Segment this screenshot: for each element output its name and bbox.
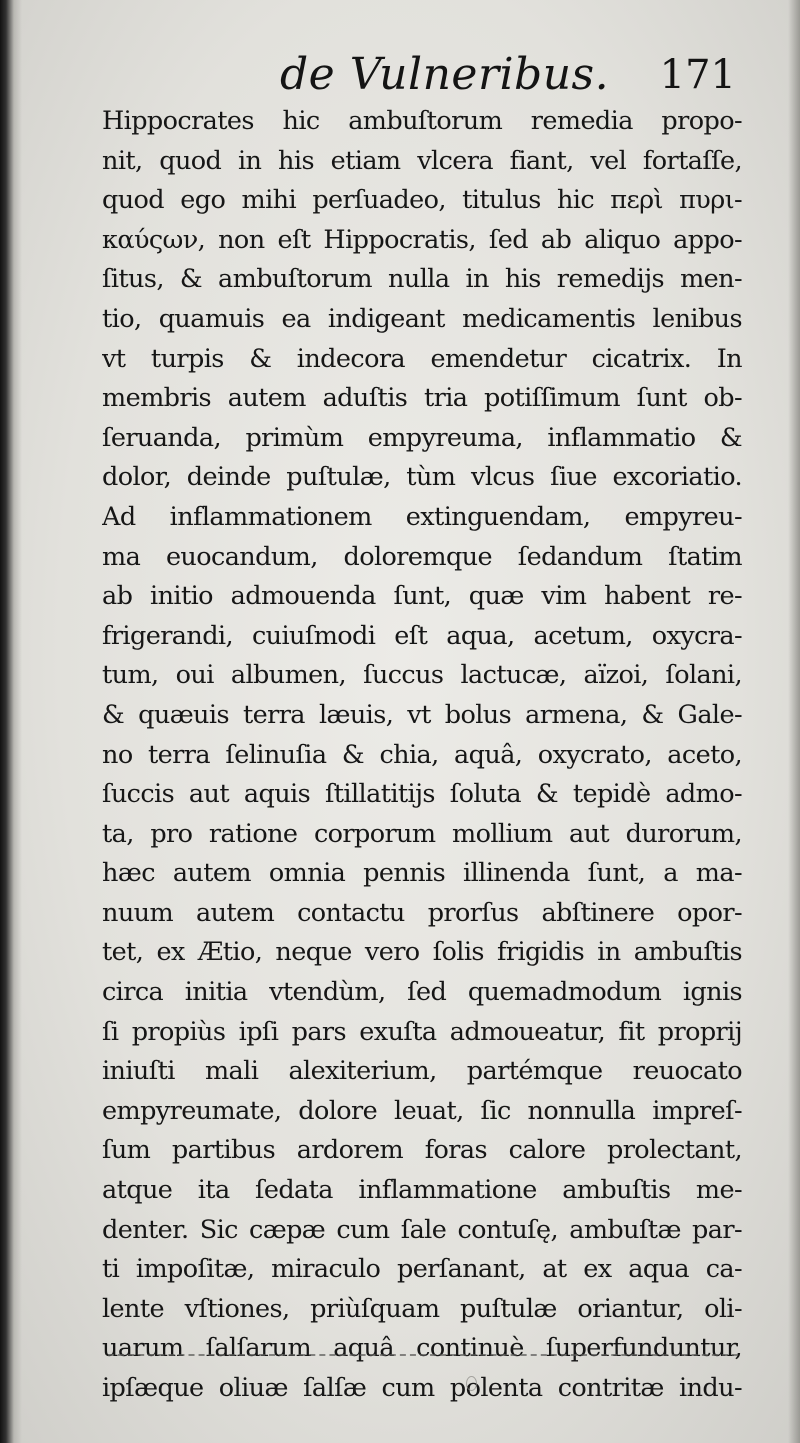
text-line: ipſæque oliuæ ſalſæ cum polenta contritæ indu- — [102, 1373, 742, 1403]
text-line: nuum autem contactu prorſus abſtinere opor- — [102, 897, 742, 928]
page-number: 171 — [659, 52, 736, 98]
text-line: nit, quod in his etiam vlcera fiant, vel fortaſſe, — [102, 145, 742, 176]
text-line: iniuſti mali alexiterium, partémque reuocato — [102, 1056, 742, 1087]
text-line: καύςων, non eſt Hippocratis, ſed ab aliquo appo- — [102, 224, 742, 255]
text-line: quod ego mihi perſuadeo, titulus hic περὶ πυρι- — [102, 185, 742, 216]
text-line: no terra ſelinuſia & chia, aquâ, oxycrato, aceto, — [102, 739, 742, 770]
running-title: de Vulneribus. — [280, 49, 610, 100]
page-header — [100, 40, 740, 110]
text-line: Hippocrates hic ambuſtorum remedia propo- — [102, 106, 742, 136]
text-line: circa initia vtendùm, ſed quemadmodum ignis — [102, 977, 742, 1008]
text-line: tum, oui albumen, ſuccus lactucæ, aïzoi, ſolani, — [102, 660, 742, 691]
text-line: ſeruanda, primùm empyreuma, inflammatio & — [102, 422, 742, 453]
text-body — [102, 102, 742, 1409]
text-line: ſum partibus ardorem foras calore prolectant, — [102, 1135, 742, 1166]
text-line: ſuccis aut aquis ſtillatitijs ſoluta & tepidè admo- — [102, 779, 742, 810]
text-line: Ad inflammationem extinguendam, empyreu- — [102, 501, 742, 532]
text-line: & quæuis terra læuis, vt bolus armena, & Gale- — [102, 699, 742, 730]
text-line: ab initio admouenda ſunt, quæ vim habent re- — [102, 581, 742, 612]
paper-speck — [466, 1376, 477, 1391]
text-line: tio, quamuis ea indigeant medicamentis lenibus — [102, 303, 742, 334]
text-line: ſitus, & ambuſtorum nulla in his remedijs men- — [102, 264, 742, 295]
page-left-edge-shadow — [0, 0, 22, 1443]
text-line: membris autem aduſtis tria potiſſimum ſunt ob- — [102, 383, 742, 414]
text-line: ſi propiùs ipſi pars exuſta admoueatur, fit proprij — [102, 1016, 742, 1047]
bottom-rule — [108, 1354, 738, 1356]
text-line: dolor, deinde puſtulæ, tùm vlcus ſiue excoriatio. — [102, 462, 742, 493]
text-line: ma euocandum, doloremque ſedandum ſtatim — [102, 541, 742, 572]
page-right-edge-shadow — [788, 0, 800, 1443]
text-line: lente vſtiones, priùſquam puſtulæ oriantur, oli- — [102, 1293, 742, 1324]
text-line: vt turpis & indecora emendetur cicatrix. In — [102, 343, 742, 374]
text-line: tet, ex Ætio, neque vero ſolis frigidis in ambuſtis — [102, 937, 742, 968]
text-line: atque ita ſedata inflammatione ambuſtis me- — [102, 1175, 742, 1206]
text-line: uarum ſalſarum aquâ continuè ſuperfunduntur, — [102, 1333, 742, 1364]
text-line: frigerandi, cuiuſmodi eſt aqua, acetum, oxycra- — [102, 620, 742, 651]
text-line: denter. Sic cæpæ cum ſale contuſę, ambuſtæ par- — [102, 1214, 742, 1245]
text-line: hæc autem omnia pennis illinenda ſunt, a ma- — [102, 858, 742, 889]
text-line: ti impoſitæ, miraculo perſanant, at ex aqua ca- — [102, 1254, 742, 1285]
text-line: ta, pro ratione corporum mollium aut durorum, — [102, 818, 742, 849]
text-line: empyreumate, dolore leuat, ſic nonnulla impreſ- — [102, 1095, 742, 1126]
